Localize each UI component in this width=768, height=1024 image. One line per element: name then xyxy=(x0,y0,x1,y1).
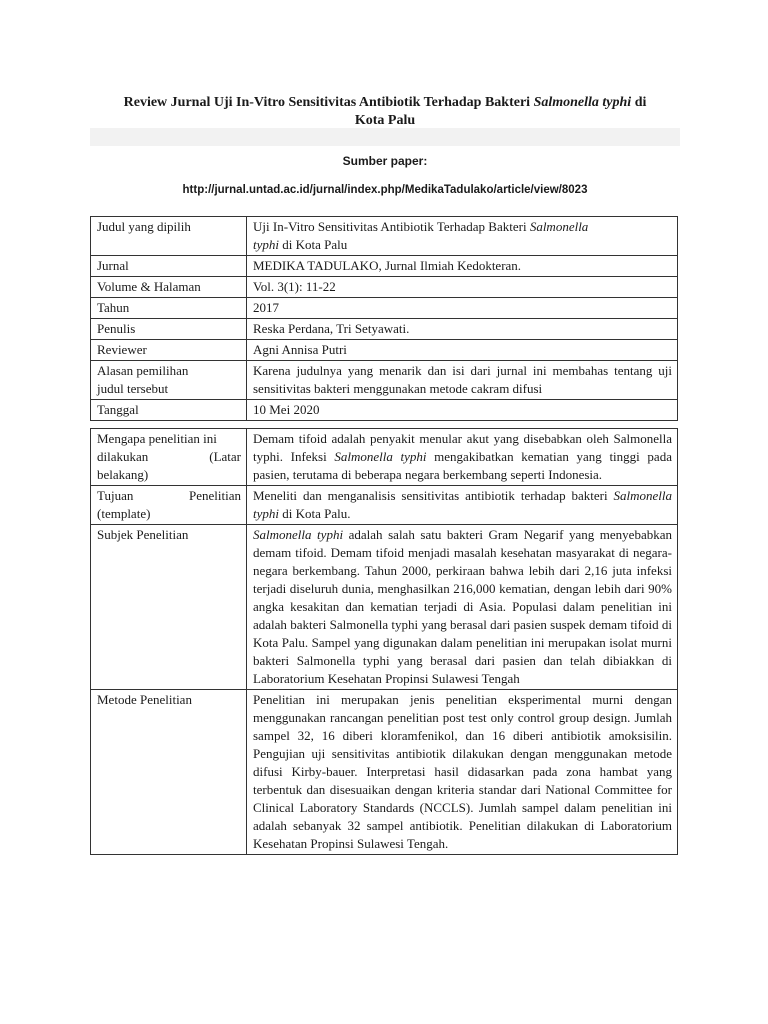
reviewer-value: Agni Annisa Putri xyxy=(247,340,678,361)
tahun-label: Tahun xyxy=(91,298,247,319)
table-row xyxy=(91,256,678,277)
alasan-label: Alasan pemilihan judul tersebut xyxy=(91,361,247,400)
document-title xyxy=(90,94,680,130)
subjek-value: Salmonella typhi adalah salah satu bakteri Gram Negarif yang menyebabkan demam tifoid. Demam tifoid menjadi masalah kesehatan masyarakat di negara-negara berkembang. Tahun 2000, perkiraan bahwa lebih dari 2,16 juta infeksi terjadi diseluruh dunia, menghasilkan 216,000 kematian, dengan lebih dari 90% angka kesakitan dan kematian terjadi di Asia. Populasi dalam penelitian ini adalah bakteri Salmonella typhi yang berasal dari pasien suspek demam tifoid di Kota Palu. Sampel yang digunakan dalam penelitian ini merupakan isolat murni bakteri Salmonella typhi yang berasal dari pasien dan telah dibiakkan di Laboratorium Kesehatan Propinsi Sulawesi Tengah xyxy=(247,525,678,690)
table-row xyxy=(91,340,678,361)
source-label: Sumber paper: xyxy=(342,154,428,168)
table-row xyxy=(91,298,678,319)
tujuan-value: Meneliti dan menganalisis sensitivitas antibiotik terhadap bakteri Salmonella typhi di Kota Palu. xyxy=(247,486,678,525)
table-row xyxy=(91,400,678,421)
title-line-2: Kota Palu xyxy=(354,113,416,128)
tanggal-label: Tanggal xyxy=(91,400,247,421)
table-row xyxy=(91,361,678,400)
alasan-value: Karena judulnya yang menarik dan isi dari jurnal ini membahas tentang uji sensitivitas bakteri menggunakan metode cakram difusi xyxy=(247,361,678,400)
tanggal-value: 10 Mei 2020 xyxy=(247,400,678,421)
tahun-value: 2017 xyxy=(247,298,678,319)
source-url: http://jurnal.untad.ac.id/jurnal/index.php/MedikaTadulako/article/view/8023 xyxy=(182,184,588,196)
volume-value: Vol. 3(1): 11-22 xyxy=(247,277,678,298)
title-species: Salmonella typhi xyxy=(533,95,632,110)
review-table xyxy=(90,428,678,855)
title-text-end: di xyxy=(631,95,647,110)
jurnal-value: MEDIKA TADULAKO, Jurnal Ilmiah Kedokteran. xyxy=(247,256,678,277)
shaded-band xyxy=(90,128,680,146)
judul-value: Uji In-Vitro Sensitivitas Antibiotik Terhadap Bakteri Salmonella typhi di Kota Palu xyxy=(247,217,678,256)
reviewer-label: Reviewer xyxy=(91,340,247,361)
tujuan-label: Tujuan Penelitian (template) xyxy=(91,486,247,525)
latar-belakang-label: Mengapa penelitian ini dilakukan (Latar belakang) xyxy=(91,429,247,486)
metode-label: Metode Penelitian xyxy=(91,690,247,855)
title-text: Review Jurnal Uji In-Vitro Sensitivitas Antibiotik Terhadap Bakteri xyxy=(123,95,534,110)
table-row xyxy=(91,429,678,486)
judul-label: Judul yang dipilih xyxy=(91,217,247,256)
table-row xyxy=(91,690,678,855)
penulis-label: Penulis xyxy=(91,319,247,340)
volume-label: Volume & Halaman xyxy=(91,277,247,298)
jurnal-label: Jurnal xyxy=(91,256,247,277)
subjek-label: Subjek Penelitian xyxy=(91,525,247,690)
table-row xyxy=(91,486,678,525)
table-row xyxy=(91,277,678,298)
table-row xyxy=(91,319,678,340)
table-row xyxy=(91,217,678,256)
table-row xyxy=(91,525,678,690)
penulis-value: Reska Perdana, Tri Setyawati. xyxy=(247,319,678,340)
metode-value: Penelitian ini merupakan jenis penelitian eksperimental murni dengan menggunakan rancangan penelitian post test only control group design. Jumlah sampel 32, 16 diberi kloramfenikol, dan 16 diberi antibiotik amoksisilin. Pengujian uji sensitivitas antibiotik dilakukan dengan menggunakan metode difusi Kirby-bauer. Interpretasi hasil didasarkan pada zona hambat yang terbentuk dan disesuaikan dengan kriteria standar dari National Committee for Clinical Laboratory Standards (NCCLS). Jumlah sampel dalam penelitian ini adalah sebanyak 32 sampel antibiotik. Penelitian dilakukan di Laboratorium Kesehatan Propinsi Sulawesi Tengah. xyxy=(247,690,678,855)
info-table xyxy=(90,216,678,421)
latar-belakang-value: Demam tifoid adalah penyakit menular akut yang disebabkan oleh Salmonella typhi. Infeksi Salmonella typhi mengakibatkan kematian yang tinggi pada pasien, terutama di beberapa negara berkembang seperti Indonesia. xyxy=(247,429,678,486)
